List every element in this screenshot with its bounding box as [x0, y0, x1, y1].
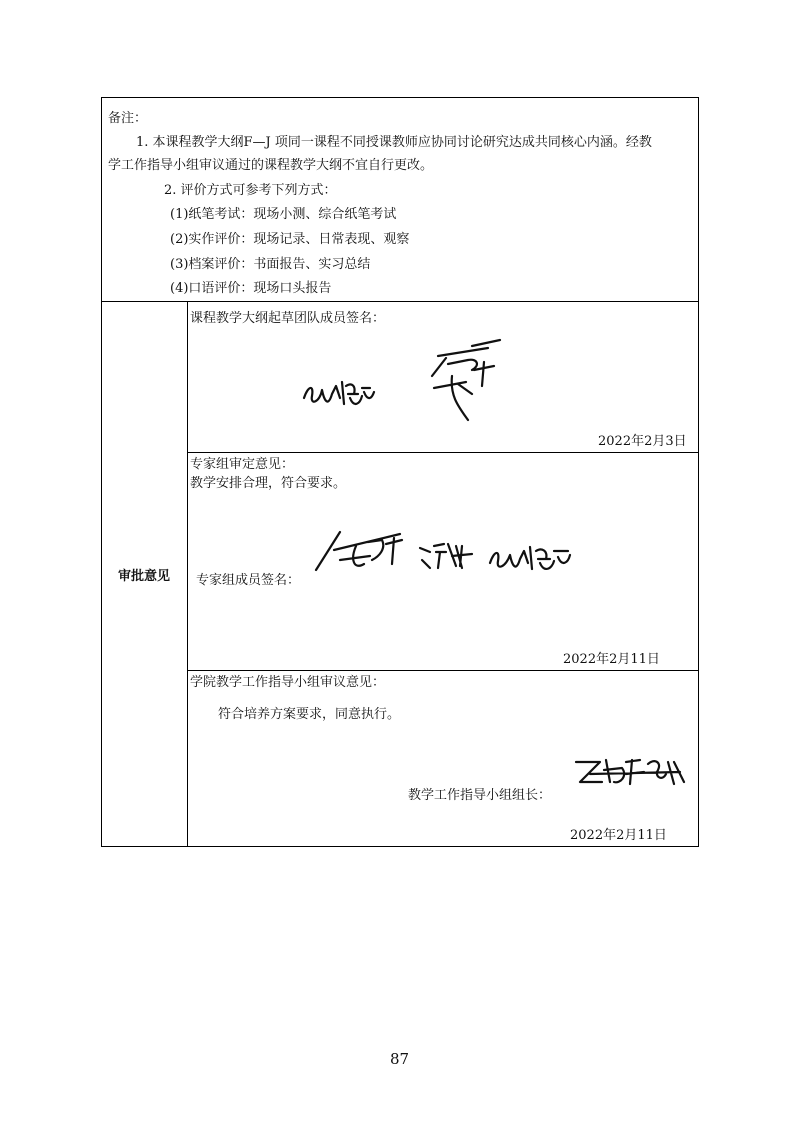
divider-drafting — [187, 452, 699, 453]
notes-line-1: 1. 本课程教学大纲F—J 项同一课程不同授课教师应协同讨论研究达成共同核心内涵。经教 — [136, 135, 652, 150]
notes-line-3: 2. 评价方式可参考下列方式： — [164, 183, 337, 198]
leader-label: 教学工作指导小组组长： — [408, 788, 552, 803]
method-item: (1)纸笔考试：现场小测、综合纸笔考试 — [170, 207, 397, 222]
method-item: (2)实作评价：现场记录、日常表现、观察 — [170, 232, 410, 247]
expert-signature-label: 专家组成员签名： — [196, 573, 301, 588]
signature-image — [484, 535, 574, 575]
college-date: 2022年2月11日 — [570, 828, 667, 843]
divider-notes — [101, 301, 699, 302]
drafting-heading: 课程教学大纲起草团队成员签名： — [190, 311, 386, 326]
approval-row-label: 审批意见 — [117, 569, 170, 584]
divider-expert — [187, 670, 699, 671]
signature-image — [310, 520, 410, 580]
college-opinion: 符合培养方案要求，同意执行。 — [218, 707, 401, 722]
expert-heading: 专家组审定意见： — [190, 457, 295, 472]
expert-date: 2022年2月11日 — [563, 652, 660, 667]
expert-opinion: 教学安排合理，符合要求。 — [190, 476, 347, 491]
notes-line-2: 学工作指导小组审议通过的课程教学大纲不宜自行更改。 — [108, 158, 434, 173]
signature-image — [428, 336, 508, 426]
college-heading: 学院教学工作指导小组审议意见： — [190, 675, 386, 690]
method-item: (3)档案评价：书面报告、实习总结 — [170, 257, 371, 272]
signature-image — [416, 538, 476, 573]
signature-image — [570, 752, 690, 792]
divider-label-column — [187, 301, 188, 847]
page-number: 87 — [389, 1050, 410, 1068]
method-item: (4)口语评价：现场口头报告 — [170, 281, 332, 296]
drafting-date: 2022年2月3日 — [598, 434, 687, 449]
signature-image — [298, 368, 378, 413]
notes-heading: 备注： — [108, 111, 148, 126]
